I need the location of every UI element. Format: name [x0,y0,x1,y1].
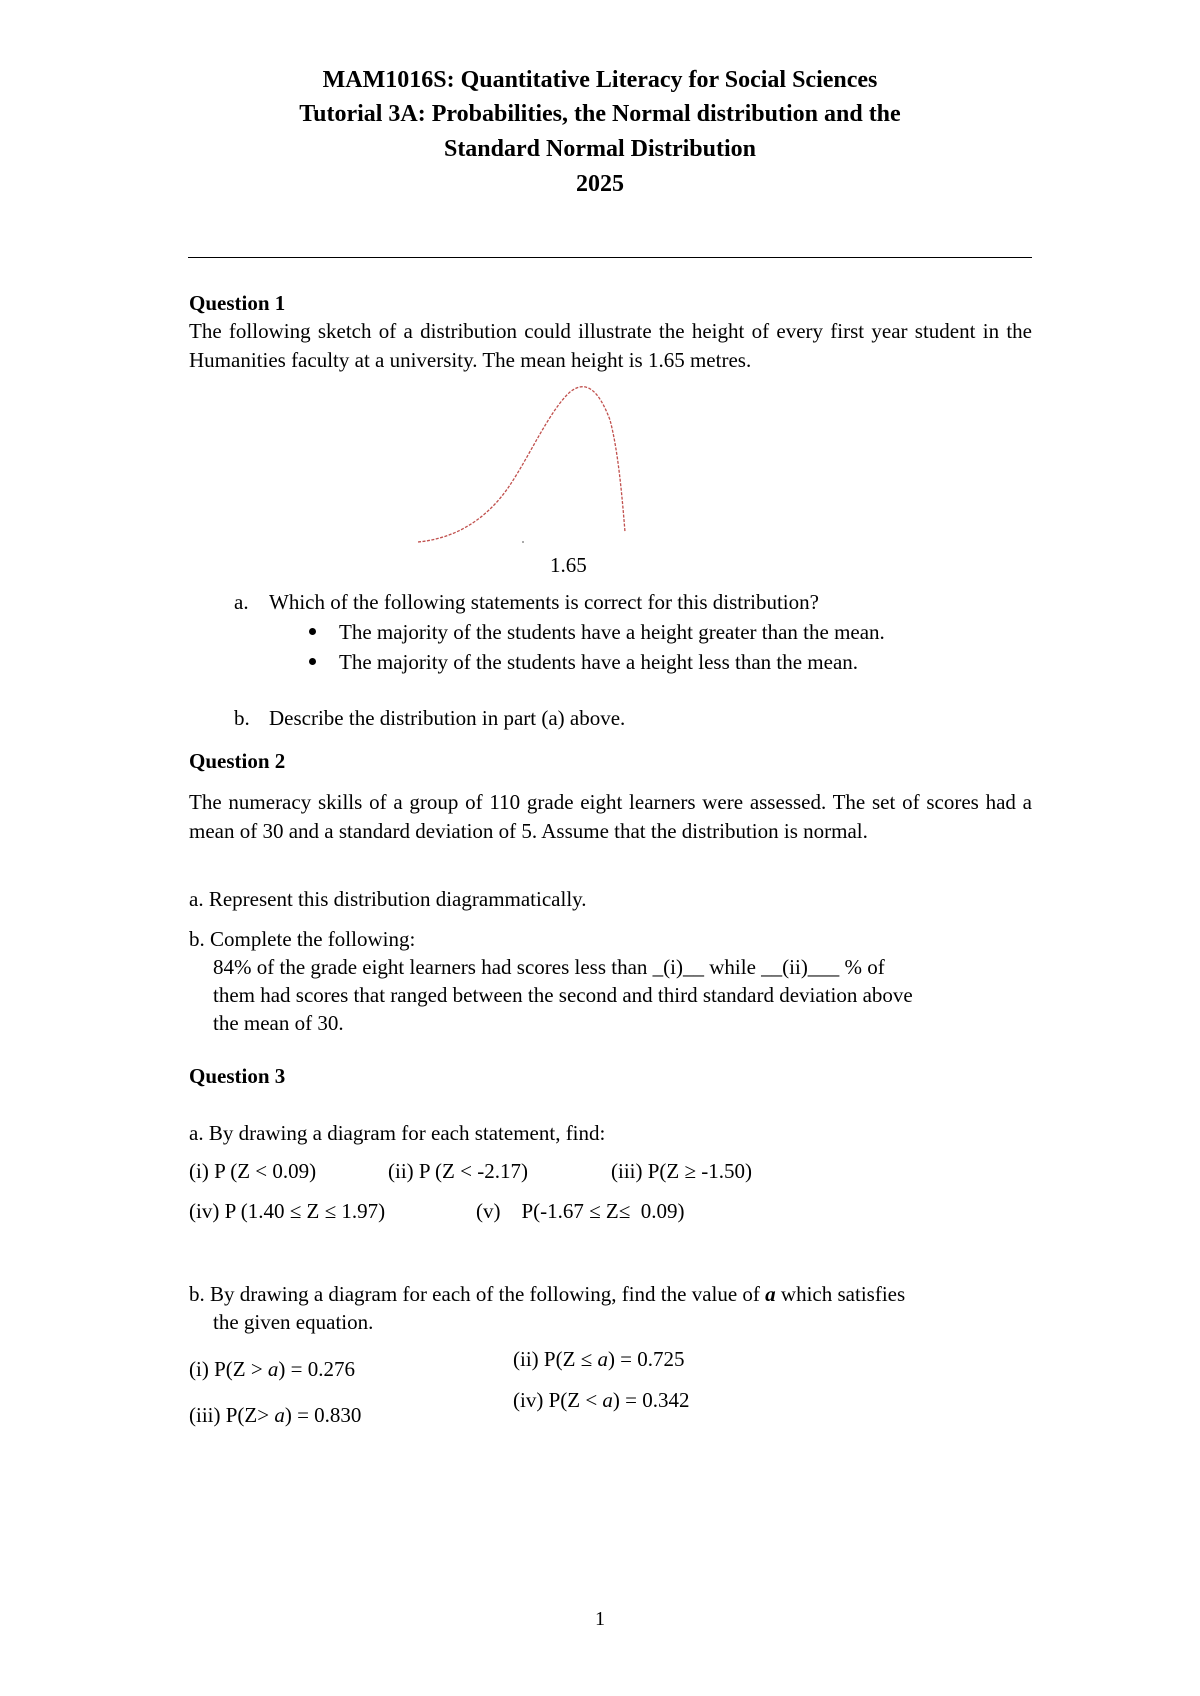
equation-suffix: ) = 0.830 [284,1403,362,1427]
equation-suffix: ) = 0.276 [278,1357,356,1381]
q3b-line2: the given equation. [213,1310,374,1334]
equation-variable: a [274,1403,285,1427]
distribution-curve [418,387,625,542]
q3a-item-i: (i) P (Z < 0.09) [189,1159,317,1183]
year: 2025 [576,171,624,197]
q2b-line2: them had scores that ranged between the second and third standard deviation above [213,983,913,1007]
page-number: 1 [595,1608,605,1630]
equation-prefix: (iii) P(Z> [189,1403,275,1427]
q1-text: The following sketch of a distribution could illustrate the height of every first year student in the Humanities faculty at a university. The mean height is 1.65 metres. [189,319,1032,372]
q3b-variable: a [765,1282,776,1306]
q3a-item-iii: (iii) P(Z ≥ -1.50) [611,1159,753,1183]
q3a-text: a. By drawing a diagram for each statement, find: [189,1121,606,1145]
q1a-marker: a. [234,590,249,614]
q2b-text: b. Complete the following: [189,927,416,951]
q1a-option-2: The majority of the students have a height less than the mean. [339,650,859,674]
course-title: MAM1016S: Quantitative Literacy for Social Sciences [322,67,878,93]
skewed-distribution-sketch [410,380,670,560]
q3b-text-end: which satisfies [780,1282,906,1306]
q1-title: Question 1 [189,291,286,315]
q3-title: Question 3 [189,1064,286,1088]
q3a-item-iv: (iv) P (1.40 ≤ Z ≤ 1.97) [189,1199,386,1223]
q3a-item-ii: (ii) P (Z < -2.17) [388,1159,528,1183]
q1b-marker: b. [234,706,250,730]
q3b-text-start: b. By drawing a diagram for each of the following, find the value of [189,1282,760,1306]
q3b-item-iii [189,1401,361,1429]
bullet-dot [309,628,316,635]
equation-variable: a [597,1347,608,1371]
q3b-line1 [189,1280,905,1308]
q3b-item-iv [513,1386,690,1414]
q1a-option-1: The majority of the students have a height greater than the mean. [339,620,885,644]
q2-title: Question 2 [189,749,286,773]
sketch-mean-label: 1.65 [550,553,587,577]
q3a-item-v: (v) P(-1.67 ≤ Z≤ 0.09) [476,1199,685,1223]
bullet-dot [309,658,316,665]
equation-suffix: ) = 0.725 [607,1347,685,1371]
q1a-text: Which of the following statements is correct for this distribution? [269,590,819,614]
equation-variable: a [267,1357,279,1381]
q2a-text: a. Represent this distribution diagrammatically. [189,887,587,911]
equation-suffix: ) = 0.342 [612,1388,690,1412]
q2b-line3: the mean of 30. [213,1011,344,1035]
q2-text: The numeracy skills of a group of 110 grade eight learners were assessed. The set of scores had a mean of 30 and a standard deviation of 5. Assume that the distribution is normal. [189,790,1032,843]
equation-prefix: (iv) P(Z < [513,1388,603,1412]
q2b-line1: 84% of the grade eight learners had scores less than _(i)__ while __(ii)___ % of [213,955,885,979]
q3b-item-i [189,1355,355,1383]
q1b-text: Describe the distribution in part (a) above. [269,706,626,730]
q3b-item-ii [513,1345,685,1373]
tutorial-title-line2: Standard Normal Distribution [443,136,757,162]
equation-variable: a [602,1388,613,1412]
equation-prefix: (ii) P(Z ≤ [513,1347,598,1371]
equation-prefix: (i) P(Z > [189,1357,268,1381]
header-divider [188,257,1032,258]
tutorial-title-line1: Tutorial 3A: Probabilities, the Normal distribution and the [299,101,901,127]
